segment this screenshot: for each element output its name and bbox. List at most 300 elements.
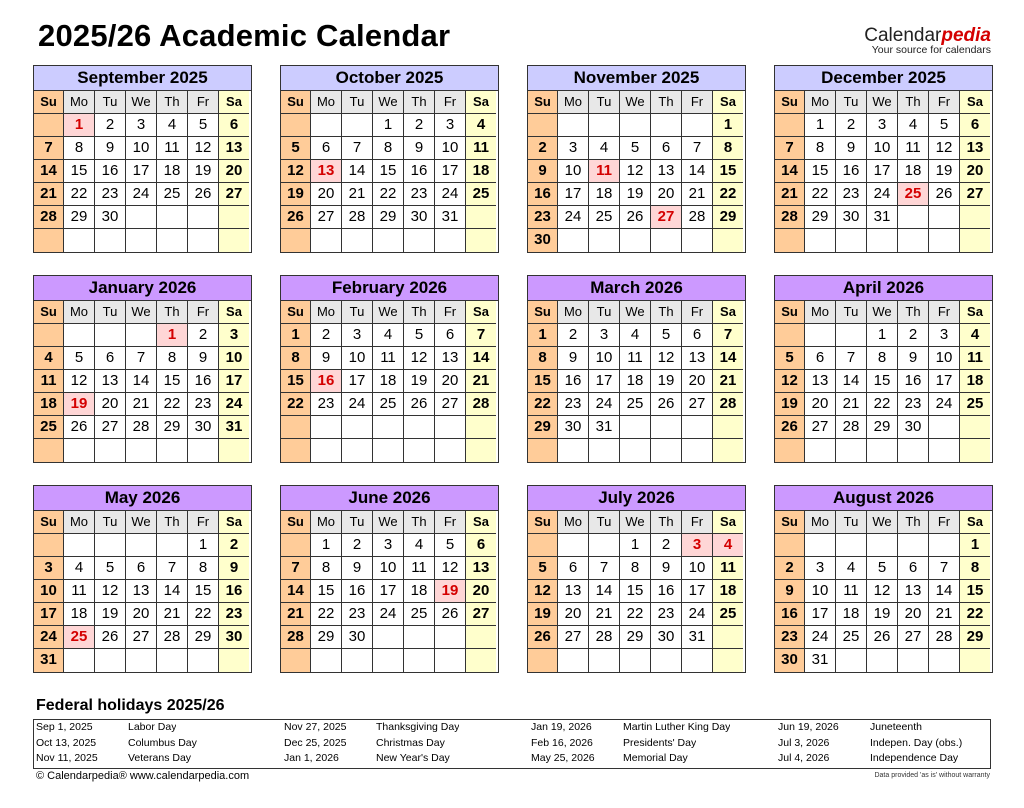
day-cell: 11 [960, 347, 990, 370]
empty-cell [34, 324, 64, 347]
brand-logo[interactable] [864, 26, 991, 56]
day-cell: 28 [281, 626, 311, 649]
day-cell: 21 [713, 370, 743, 393]
day-cell: 12 [435, 557, 466, 580]
day-cell: 22 [64, 183, 95, 206]
empty-cell [960, 206, 990, 229]
empty-cell [960, 439, 990, 462]
empty-cell [404, 229, 435, 252]
day-cell: 28 [466, 393, 496, 416]
day-cell: 19 [95, 603, 126, 626]
holiday-day-cell: 25 [898, 183, 929, 206]
day-cell: 7 [342, 137, 373, 160]
day-cell: 30 [836, 206, 867, 229]
day-cell: 11 [34, 370, 64, 393]
day-cell: 10 [867, 137, 898, 160]
day-header: Sa [219, 301, 249, 324]
empty-cell [373, 229, 404, 252]
empty-cell [775, 534, 805, 557]
day-cell: 11 [620, 347, 651, 370]
empty-cell [620, 229, 651, 252]
day-cell: 8 [64, 137, 95, 160]
day-cell: 28 [713, 393, 743, 416]
day-cell: 10 [219, 347, 249, 370]
empty-cell [836, 534, 867, 557]
day-cell: 7 [281, 557, 311, 580]
day-cell: 17 [219, 370, 249, 393]
day-cell: 18 [589, 183, 620, 206]
day-cell: 19 [281, 183, 311, 206]
day-cell: 4 [898, 114, 929, 137]
day-cell: 3 [34, 557, 64, 580]
month-calendar [280, 485, 499, 673]
day-cell: 16 [95, 160, 126, 183]
holiday-date: Nov 11, 2025 [36, 752, 98, 764]
day-cell: 10 [435, 137, 466, 160]
day-cell: 13 [651, 160, 682, 183]
empty-cell [281, 229, 311, 252]
day-cell: 6 [682, 324, 713, 347]
day-cell: 25 [589, 206, 620, 229]
day-cell: 26 [620, 206, 651, 229]
day-cell: 22 [960, 603, 990, 626]
day-cell: 27 [435, 393, 466, 416]
holiday-day-cell: 27 [651, 206, 682, 229]
empty-cell [373, 626, 404, 649]
day-cell: 27 [466, 603, 496, 626]
empty-cell [404, 626, 435, 649]
day-cell: 8 [373, 137, 404, 160]
day-cell: 23 [219, 603, 249, 626]
day-cell: 30 [95, 206, 126, 229]
day-cell: 19 [651, 370, 682, 393]
day-cell: 19 [775, 393, 805, 416]
day-cell: 17 [929, 370, 960, 393]
holiday-day-cell: 3 [682, 534, 713, 557]
day-header: We [620, 301, 651, 324]
day-cell: 26 [651, 393, 682, 416]
empty-cell [867, 229, 898, 252]
day-cell: 24 [867, 183, 898, 206]
day-header: Sa [713, 511, 743, 534]
day-cell: 13 [95, 370, 126, 393]
day-cell: 5 [64, 347, 95, 370]
holiday-day-cell: 25 [64, 626, 95, 649]
month-title: December 2025 [775, 66, 992, 91]
day-cell: 12 [528, 580, 558, 603]
day-cell: 19 [404, 370, 435, 393]
day-header: Fr [188, 301, 219, 324]
day-cell: 26 [528, 626, 558, 649]
day-cell: 7 [682, 137, 713, 160]
day-cell: 22 [157, 393, 188, 416]
day-cell: 9 [219, 557, 249, 580]
federal-holidays-table [33, 719, 991, 769]
day-cell: 7 [929, 557, 960, 580]
empty-cell [95, 229, 126, 252]
day-cell: 7 [157, 557, 188, 580]
day-cell: 16 [219, 580, 249, 603]
empty-cell [157, 439, 188, 462]
day-cell: 15 [64, 160, 95, 183]
empty-cell [713, 649, 743, 672]
empty-cell [311, 114, 342, 137]
day-cell: 8 [620, 557, 651, 580]
day-cell: 30 [188, 416, 219, 439]
month-calendar [527, 275, 746, 463]
day-cell: 30 [342, 626, 373, 649]
day-header: Fr [188, 511, 219, 534]
day-cell: 3 [867, 114, 898, 137]
day-cell: 6 [805, 347, 836, 370]
day-cell: 18 [34, 393, 64, 416]
day-header: Su [34, 91, 64, 114]
day-cell: 20 [558, 603, 589, 626]
empty-cell [219, 439, 249, 462]
day-cell: 1 [188, 534, 219, 557]
holiday-row [34, 736, 990, 752]
empty-cell [929, 439, 960, 462]
empty-cell [929, 534, 960, 557]
empty-cell [589, 534, 620, 557]
day-cell: 19 [867, 603, 898, 626]
day-cell: 6 [435, 324, 466, 347]
day-cell: 20 [219, 160, 249, 183]
day-cell: 13 [898, 580, 929, 603]
day-cell: 16 [404, 160, 435, 183]
day-cell: 24 [682, 603, 713, 626]
holiday-name: Thanksgiving Day [376, 721, 460, 733]
day-cell: 10 [929, 347, 960, 370]
day-header: Th [898, 511, 929, 534]
day-cell: 26 [435, 603, 466, 626]
day-cell: 8 [281, 347, 311, 370]
day-cell: 31 [219, 416, 249, 439]
empty-cell [682, 114, 713, 137]
day-cell: 2 [188, 324, 219, 347]
empty-cell [960, 649, 990, 672]
empty-cell [281, 534, 311, 557]
day-header: Th [651, 91, 682, 114]
day-header: Fr [188, 91, 219, 114]
day-cell: 4 [466, 114, 496, 137]
day-header: Su [775, 91, 805, 114]
day-header: Tu [836, 511, 867, 534]
day-cell: 5 [95, 557, 126, 580]
day-cell: 6 [95, 347, 126, 370]
empty-cell [713, 229, 743, 252]
day-cell: 15 [713, 160, 743, 183]
day-header: Su [34, 511, 64, 534]
day-cell: 5 [867, 557, 898, 580]
holiday-row [34, 720, 990, 736]
holiday-row [34, 751, 990, 767]
day-cell: 28 [775, 206, 805, 229]
day-cell: 1 [620, 534, 651, 557]
day-cell: 1 [528, 324, 558, 347]
day-cell: 24 [373, 603, 404, 626]
day-header: Su [34, 301, 64, 324]
day-cell: 9 [95, 137, 126, 160]
day-cell: 7 [836, 347, 867, 370]
empty-cell [219, 229, 249, 252]
empty-cell [435, 439, 466, 462]
holiday-date: Jul 3, 2026 [778, 736, 830, 749]
empty-cell [929, 206, 960, 229]
day-cell: 14 [466, 347, 496, 370]
day-header: Mo [64, 301, 95, 324]
empty-cell [34, 114, 64, 137]
empty-cell [713, 439, 743, 462]
day-cell: 14 [836, 370, 867, 393]
brand-name: Calendar [864, 25, 942, 46]
day-cell: 28 [34, 206, 64, 229]
day-cell: 30 [404, 206, 435, 229]
day-cell: 19 [188, 160, 219, 183]
day-header: We [620, 511, 651, 534]
empty-cell [466, 626, 496, 649]
day-cell: 15 [528, 370, 558, 393]
day-cell: 14 [34, 160, 64, 183]
day-cell: 4 [960, 324, 990, 347]
day-header: Mo [311, 301, 342, 324]
empty-cell [620, 416, 651, 439]
day-cell: 12 [95, 580, 126, 603]
month-title: June 2026 [281, 486, 498, 511]
day-cell: 9 [404, 137, 435, 160]
day-cell: 5 [188, 114, 219, 137]
day-cell: 1 [867, 324, 898, 347]
day-cell: 2 [404, 114, 435, 137]
day-cell: 4 [373, 324, 404, 347]
day-cell: 6 [219, 114, 249, 137]
day-cell: 17 [589, 370, 620, 393]
day-cell: 16 [558, 370, 589, 393]
day-cell: 6 [466, 534, 496, 557]
empty-cell [342, 649, 373, 672]
day-cell: 13 [219, 137, 249, 160]
day-cell: 5 [281, 137, 311, 160]
day-cell: 26 [929, 183, 960, 206]
empty-cell [558, 649, 589, 672]
day-cell: 14 [682, 160, 713, 183]
empty-cell [342, 416, 373, 439]
day-cell: 18 [466, 160, 496, 183]
day-cell: 23 [95, 183, 126, 206]
day-cell: 24 [589, 393, 620, 416]
month-calendar [33, 485, 252, 673]
day-cell: 13 [435, 347, 466, 370]
day-cell: 3 [126, 114, 157, 137]
day-cell: 12 [64, 370, 95, 393]
day-cell: 2 [528, 137, 558, 160]
day-header: We [867, 91, 898, 114]
day-header: Th [651, 511, 682, 534]
day-cell: 30 [651, 626, 682, 649]
day-header: Su [281, 91, 311, 114]
day-cell: 12 [404, 347, 435, 370]
holiday-date: Jul 4, 2026 [778, 752, 830, 764]
empty-cell [95, 534, 126, 557]
empty-cell [805, 439, 836, 462]
empty-cell [126, 439, 157, 462]
day-cell: 23 [404, 183, 435, 206]
day-cell: 15 [960, 580, 990, 603]
empty-cell [157, 649, 188, 672]
empty-cell [651, 416, 682, 439]
day-cell: 17 [682, 580, 713, 603]
day-cell: 8 [188, 557, 219, 580]
day-header: Sa [960, 301, 990, 324]
day-header: Mo [311, 511, 342, 534]
empty-cell [929, 229, 960, 252]
month-title: October 2025 [281, 66, 498, 91]
day-cell: 3 [435, 114, 466, 137]
day-cell: 4 [404, 534, 435, 557]
day-cell: 12 [867, 580, 898, 603]
holiday-date: Jan 1, 2026 [284, 752, 339, 764]
holiday-name: Juneteenth [870, 721, 922, 733]
month-title: July 2026 [528, 486, 745, 511]
empty-cell [620, 649, 651, 672]
empty-cell [589, 649, 620, 672]
day-cell: 12 [281, 160, 311, 183]
day-cell: 29 [157, 416, 188, 439]
holiday-name: Veterans Day [128, 752, 192, 764]
day-header: Tu [836, 301, 867, 324]
day-cell: 21 [157, 603, 188, 626]
day-header: Tu [95, 91, 126, 114]
day-cell: 9 [342, 557, 373, 580]
empty-cell [188, 439, 219, 462]
empty-cell [651, 114, 682, 137]
empty-cell [558, 114, 589, 137]
day-header: Tu [589, 91, 620, 114]
day-cell: 24 [929, 393, 960, 416]
empty-cell [64, 534, 95, 557]
empty-cell [682, 439, 713, 462]
empty-cell [157, 534, 188, 557]
day-header: Mo [558, 91, 589, 114]
month-calendar [774, 65, 993, 253]
day-cell: 21 [466, 370, 496, 393]
month-title: February 2026 [281, 276, 498, 301]
day-cell: 5 [620, 137, 651, 160]
day-cell: 31 [805, 649, 836, 672]
month-calendar [774, 485, 993, 673]
empty-cell [281, 416, 311, 439]
day-header: Sa [713, 301, 743, 324]
empty-cell [651, 229, 682, 252]
day-cell: 15 [281, 370, 311, 393]
day-cell: 24 [558, 206, 589, 229]
empty-cell [404, 416, 435, 439]
empty-cell [342, 229, 373, 252]
day-header: We [373, 301, 404, 324]
day-cell: 19 [528, 603, 558, 626]
empty-cell [64, 649, 95, 672]
empty-cell [126, 649, 157, 672]
day-cell: 16 [651, 580, 682, 603]
day-header: Tu [342, 301, 373, 324]
empty-cell [836, 229, 867, 252]
day-cell: 18 [620, 370, 651, 393]
day-cell: 11 [898, 137, 929, 160]
day-cell: 9 [898, 347, 929, 370]
day-cell: 21 [281, 603, 311, 626]
empty-cell [836, 439, 867, 462]
day-header: We [126, 91, 157, 114]
day-cell: 31 [682, 626, 713, 649]
day-cell: 30 [219, 626, 249, 649]
day-cell: 28 [589, 626, 620, 649]
empty-cell [620, 114, 651, 137]
day-cell: 9 [651, 557, 682, 580]
day-cell: 21 [342, 183, 373, 206]
day-cell: 4 [620, 324, 651, 347]
day-cell: 25 [620, 393, 651, 416]
day-cell: 2 [836, 114, 867, 137]
month-calendar [774, 275, 993, 463]
day-cell: 2 [342, 534, 373, 557]
day-cell: 8 [528, 347, 558, 370]
empty-cell [558, 229, 589, 252]
holiday-day-cell: 1 [64, 114, 95, 137]
day-cell: 26 [775, 416, 805, 439]
day-cell: 23 [775, 626, 805, 649]
day-cell: 29 [960, 626, 990, 649]
holiday-date: Oct 13, 2025 [36, 736, 97, 749]
month-title: March 2026 [528, 276, 745, 301]
day-cell: 10 [589, 347, 620, 370]
day-cell: 7 [589, 557, 620, 580]
holiday-name: Memorial Day [623, 752, 688, 764]
day-header: Th [898, 301, 929, 324]
day-cell: 17 [342, 370, 373, 393]
day-cell: 8 [805, 137, 836, 160]
day-cell: 15 [867, 370, 898, 393]
day-cell: 29 [64, 206, 95, 229]
day-cell: 22 [713, 183, 743, 206]
day-cell: 8 [311, 557, 342, 580]
day-cell: 10 [682, 557, 713, 580]
day-cell: 20 [898, 603, 929, 626]
day-header: Fr [929, 511, 960, 534]
holiday-date: May 25, 2026 [531, 752, 595, 764]
day-cell: 5 [775, 347, 805, 370]
day-header: Fr [682, 91, 713, 114]
day-cell: 18 [64, 603, 95, 626]
holiday-name: Columbus Day [128, 736, 197, 749]
day-cell: 23 [651, 603, 682, 626]
day-cell: 16 [188, 370, 219, 393]
day-cell: 21 [682, 183, 713, 206]
empty-cell [466, 229, 496, 252]
day-header: Mo [805, 301, 836, 324]
day-cell: 27 [805, 416, 836, 439]
empty-cell [342, 439, 373, 462]
day-header: Sa [466, 301, 496, 324]
warranty-note: Data provided 'as is' without warranty [874, 772, 990, 779]
day-cell: 3 [219, 324, 249, 347]
day-cell: 18 [157, 160, 188, 183]
empty-cell [435, 416, 466, 439]
day-cell: 20 [311, 183, 342, 206]
empty-cell [466, 439, 496, 462]
holiday-name: Presidents' Day [623, 736, 697, 749]
day-header: We [373, 91, 404, 114]
day-cell: 29 [805, 206, 836, 229]
